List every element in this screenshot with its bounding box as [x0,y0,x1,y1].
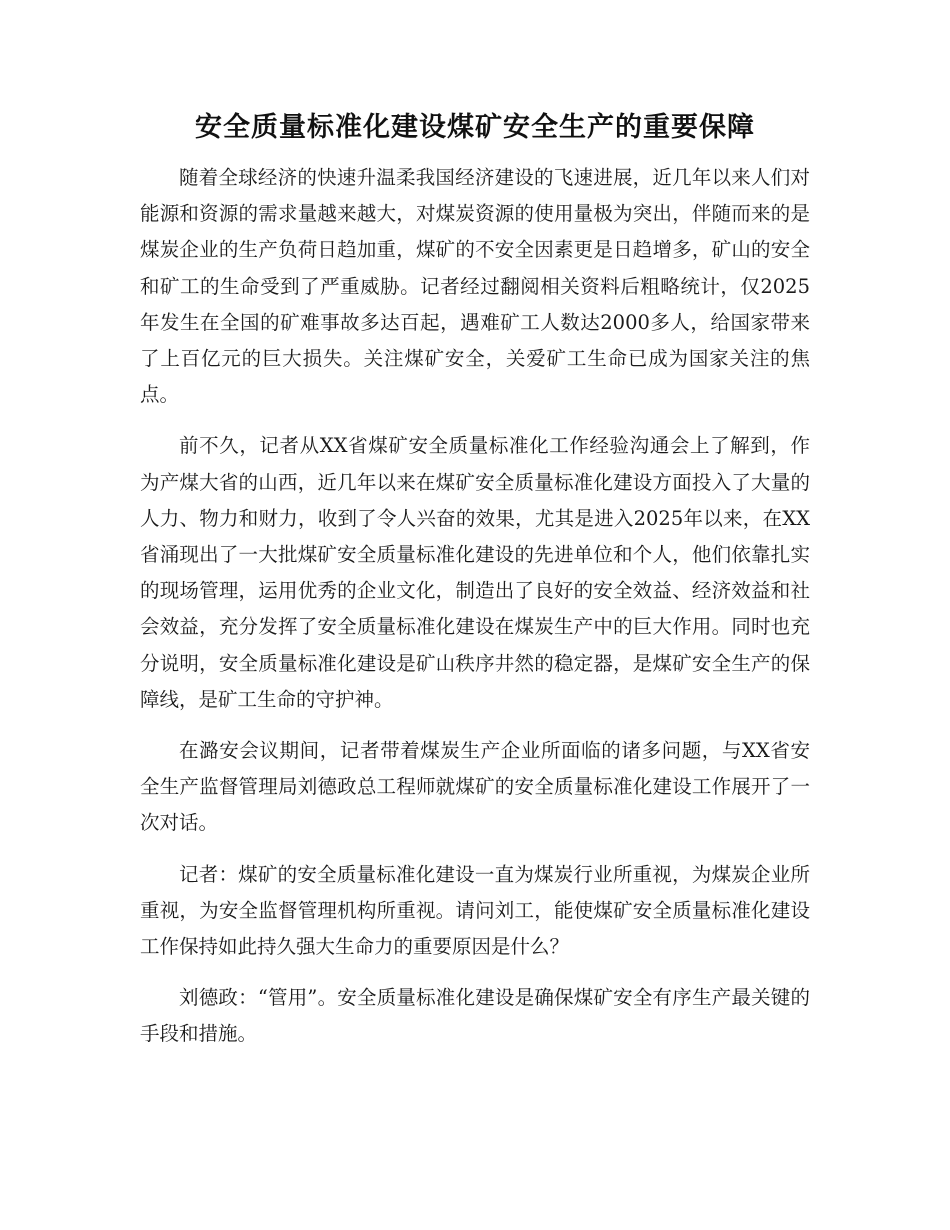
paragraph-intro: 随着全球经济的快速升温柔我国经济建设的飞速进展，近几年以来人们对能源和资源的需求量越来越大，对煤炭资源的使用量极为突出，伴随而来的是煤炭企业的生产负荷日趋加重，煤矿的不安全因素更是日趋增多，矿山的安全和矿工的生命受到了严重威胁。记者经过翻阅相关资料后粗略统计，仅2025年发生在全国的矿难事故多达百起，遇难矿工人数达2000多人，给国家带来了上百亿元的巨大损失。关注煤矿安全，关爱矿工生命已成为国家关注的焦点。 [140,166,810,407]
paragraph-reporter-question: 记者：煤矿的安全质量标准化建设一直为煤炭行业所重视，为煤炭企业所重视，为安全监督管理机构所重视。请问刘工，能使煤矿安全质量标准化建设工作保持如此持久强大生命力的重要原因是什么？ [140,862,810,959]
paragraph-dialogue-intro: 在潞安会议期间，记者带着煤炭生产企业所面临的诸多问题，与XX省安全生产监督管理局刘德政总工程师就煤矿的安全质量标准化建设工作展开了一次对话。 [140,739,810,835]
paragraph-conference: 前不久，记者从XX省煤矿安全质量标准化工作经验沟通会上了解到，作为产煤大省的山西，近几年以来在煤矿安全质量标准化建设方面投入了大量的人力、物力和财力，收到了令人兴奋的效果，尤其是进入2025年以来，在XX省涌现出了一大批煤矿安全质量标准化建设的先进单位和个人，他们依靠扎实的现场管理，运用优秀的企业文化，制造出了良好的安全效益、经济效益和社会效益，充分发挥了安全质量标准化建设在煤炭生产中的巨大作用。同时也充分说明，安全质量标准化建设是矿山秩序井然的稳定器，是煤矿安全生产的保障线，是矿工生命的守护神。 [140,434,810,711]
paragraph-answer: 刘德政：“管用”。安全质量标准化建设是确保煤矿安全有序生产最关键的手段和措施。 [140,986,810,1046]
document-title: 安全质量标准化建设煤矿安全生产的重要保障 [195,112,755,143]
document-page [140,108,810,1068]
